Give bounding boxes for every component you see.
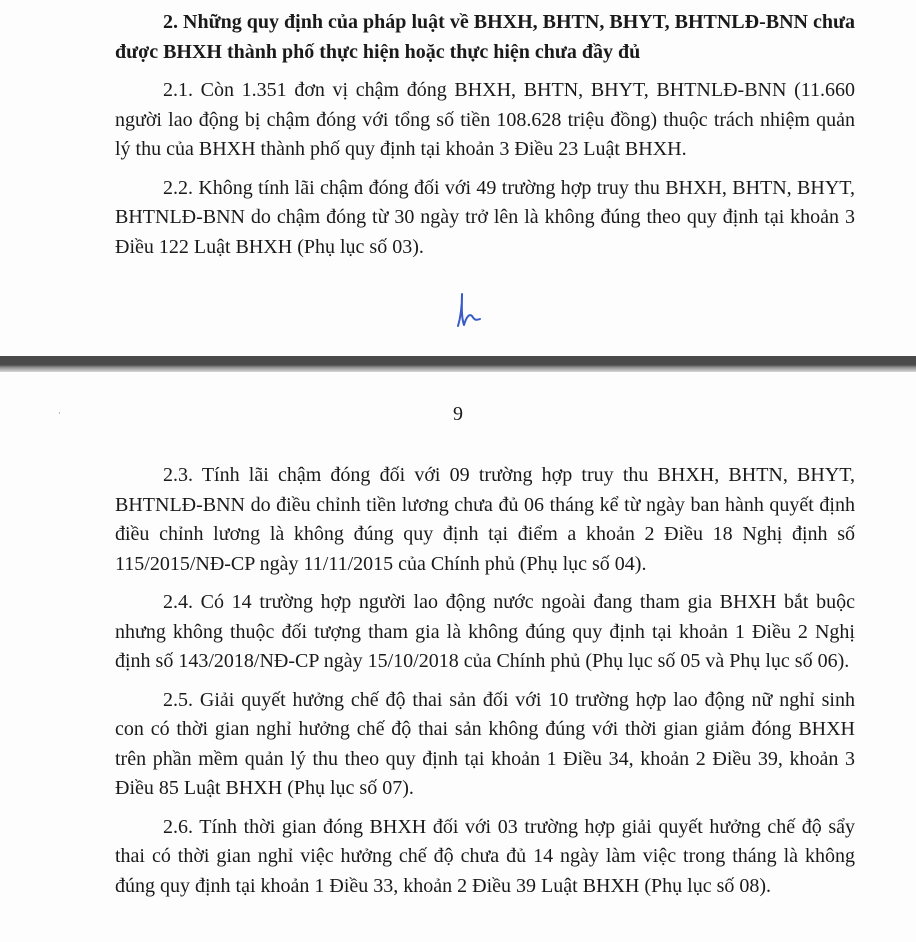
paragraph-2-4: 2.4. Có 14 trường hợp người lao động nước ngoài đang tham gia BHXH bắt buộc nhưng không thuộc đối tượng tham gia là không đúng quy định tại khoản 1 Điều 2 Nghị định số 143/2018/NĐ-CP ngày 15/10/2018 của Chính phủ (Phụ lục số 05 và Phụ lục số 06). <box>115 591 855 672</box>
paragraph-2-5: 2.5. Giải quyết hưởng chế độ thai sản đối với 10 trường hợp lao động nữ nghỉ sinh con có thời gian nghỉ hưởng chế độ thai sản không đúng với thời gian giảm đóng BHXH trên phần mềm quản lý thu theo quy định tại khoản 1 Điều 34, khoản 2 Điều 39, khoản 3 Điều 85 Luật BHXH (Phụ lục số 07). <box>115 688 855 799</box>
page-number: 9 <box>453 403 463 425</box>
paragraph-2-6: 2.6. Tính thời gian đóng BHXH đối với 03 trường hợp giải quyết hưởng chế độ sẩy thai có thời gian nghỉ việc hưởng chế độ chưa đủ 14 ngày làm việc trong tháng là không đúng quy định tại khoản 1 Điều 33, khoản 2 Điều 39 Luật BHXH (Phụ lục số 08). <box>115 815 855 897</box>
scan-speck: · <box>58 408 61 418</box>
paragraph-2-3: 2.3. Tính lãi chậm đóng đối với 09 trường hợp truy thu BHXH, BHTN, BHYT, BHTNLĐ-BNN do điều chỉnh tiền lương chưa đủ 06 tháng kể từ ngày ban hành quyết định điều chỉnh lương là không đúng quy định tại điểm a khoản 2 Điều 18 Nghị định số 115/2015/NĐ-CP ngày 11/11/2015 của Chính phủ (Phụ lục số 04). <box>115 464 855 575</box>
section-heading: 2. Những quy định của pháp luật về BHXH, BHTN, BHYT, BHTNLĐ-BNN chưa được BHXH thành phố thực hiện hoặc thực hiện chưa đầy đủ <box>115 11 855 63</box>
document-page-top <box>0 0 916 356</box>
page-separator <box>0 356 916 372</box>
page-top-content <box>115 8 855 262</box>
paragraph-2-1: 2.1. Còn 1.351 đơn vị chậm đóng BHXH, BHTN, BHYT, BHTNLĐ-BNN (11.660 người lao động bị chậm đóng với tổng số tiền 108.628 triệu đồng) thuộc trách nhiệm quản lý thu của BHXH thành phố quy định tại khoản 3 Điều 23 Luật BHXH. <box>115 79 855 160</box>
initials-signature <box>448 290 488 330</box>
page-bottom-content <box>115 461 855 901</box>
paragraph-2-2: 2.2. Không tính lãi chậm đóng đối với 49 trường hợp truy thu BHXH, BHTN, BHYT, BHTNLĐ-BNN do chậm đóng từ 30 ngày trở lên là không đúng theo quy định tại khoản 3 Điều 122 Luật BHXH (Phụ lục số 03). <box>115 176 855 258</box>
